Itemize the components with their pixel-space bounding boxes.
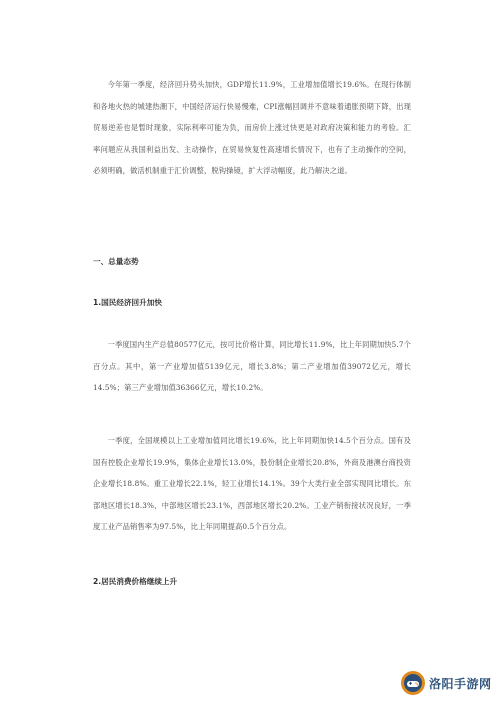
section-heading: 一、总量态势 bbox=[93, 257, 139, 266]
watermark-text: 洛阳手游网 bbox=[429, 676, 492, 691]
site-watermark bbox=[400, 669, 492, 697]
subsection-heading-economy: 1.国民经济回升加快 bbox=[93, 298, 162, 307]
gdp-paragraph: 一季度国内生产总值80577亿元，按可比价格计算，同比增长11.9%，比上年同期加快5.7个百分点。其中，第一产业增加值5139亿元，增长3.8%；第二产业增加值39072亿元，增长14.5%；第三产业增加值36366亿元，增长10.2%。 bbox=[93, 340, 411, 392]
intro-paragraph: 今年第一季度，经济回升势头加快，GDP增长11.9%，工业增加值增长19.6%。在现行体制和各地火热的城建热潮下，中国经济运行快易慢难，CPI涨幅回调并不意味着通胀预期下降，出现贸易逆差也是暂时现象，实际利率可能为负，而房价上涨过快更是对政府决策和能力的考验。汇率问题应从我国利益出发、主动操作，在贸易恢复性高速增长情况下，也有了主动操作的空间，必须明确，做活机制重于汇价调整，脱钩操镜，扩大浮动幅度，此乃解决之道。 bbox=[93, 80, 411, 175]
game-controller-logo-icon bbox=[400, 670, 426, 696]
subsection-heading-prices: 2.居民消费价格继续上升 bbox=[93, 577, 178, 586]
industry-paragraph: 一季度，全国规模以上工业增加值同比增长19.6%，比上年同期加快14.5个百分点。国有及国有控股企业增长19.9%，集体企业增长13.0%，股份制企业增长20.8%，外商及港澳台商投资企业增长18.8%。重工业增长22.1%，轻工业增长14.1%。39个大类行业全部实现同比增长。东部地区增长18.3%，中部地区增长23.1%，西部地区增长20.2%。工业产销衔接状况良好，一季度工业产品销售率为97.5%，比上年同期提高0.5个百分点。 bbox=[93, 436, 411, 531]
